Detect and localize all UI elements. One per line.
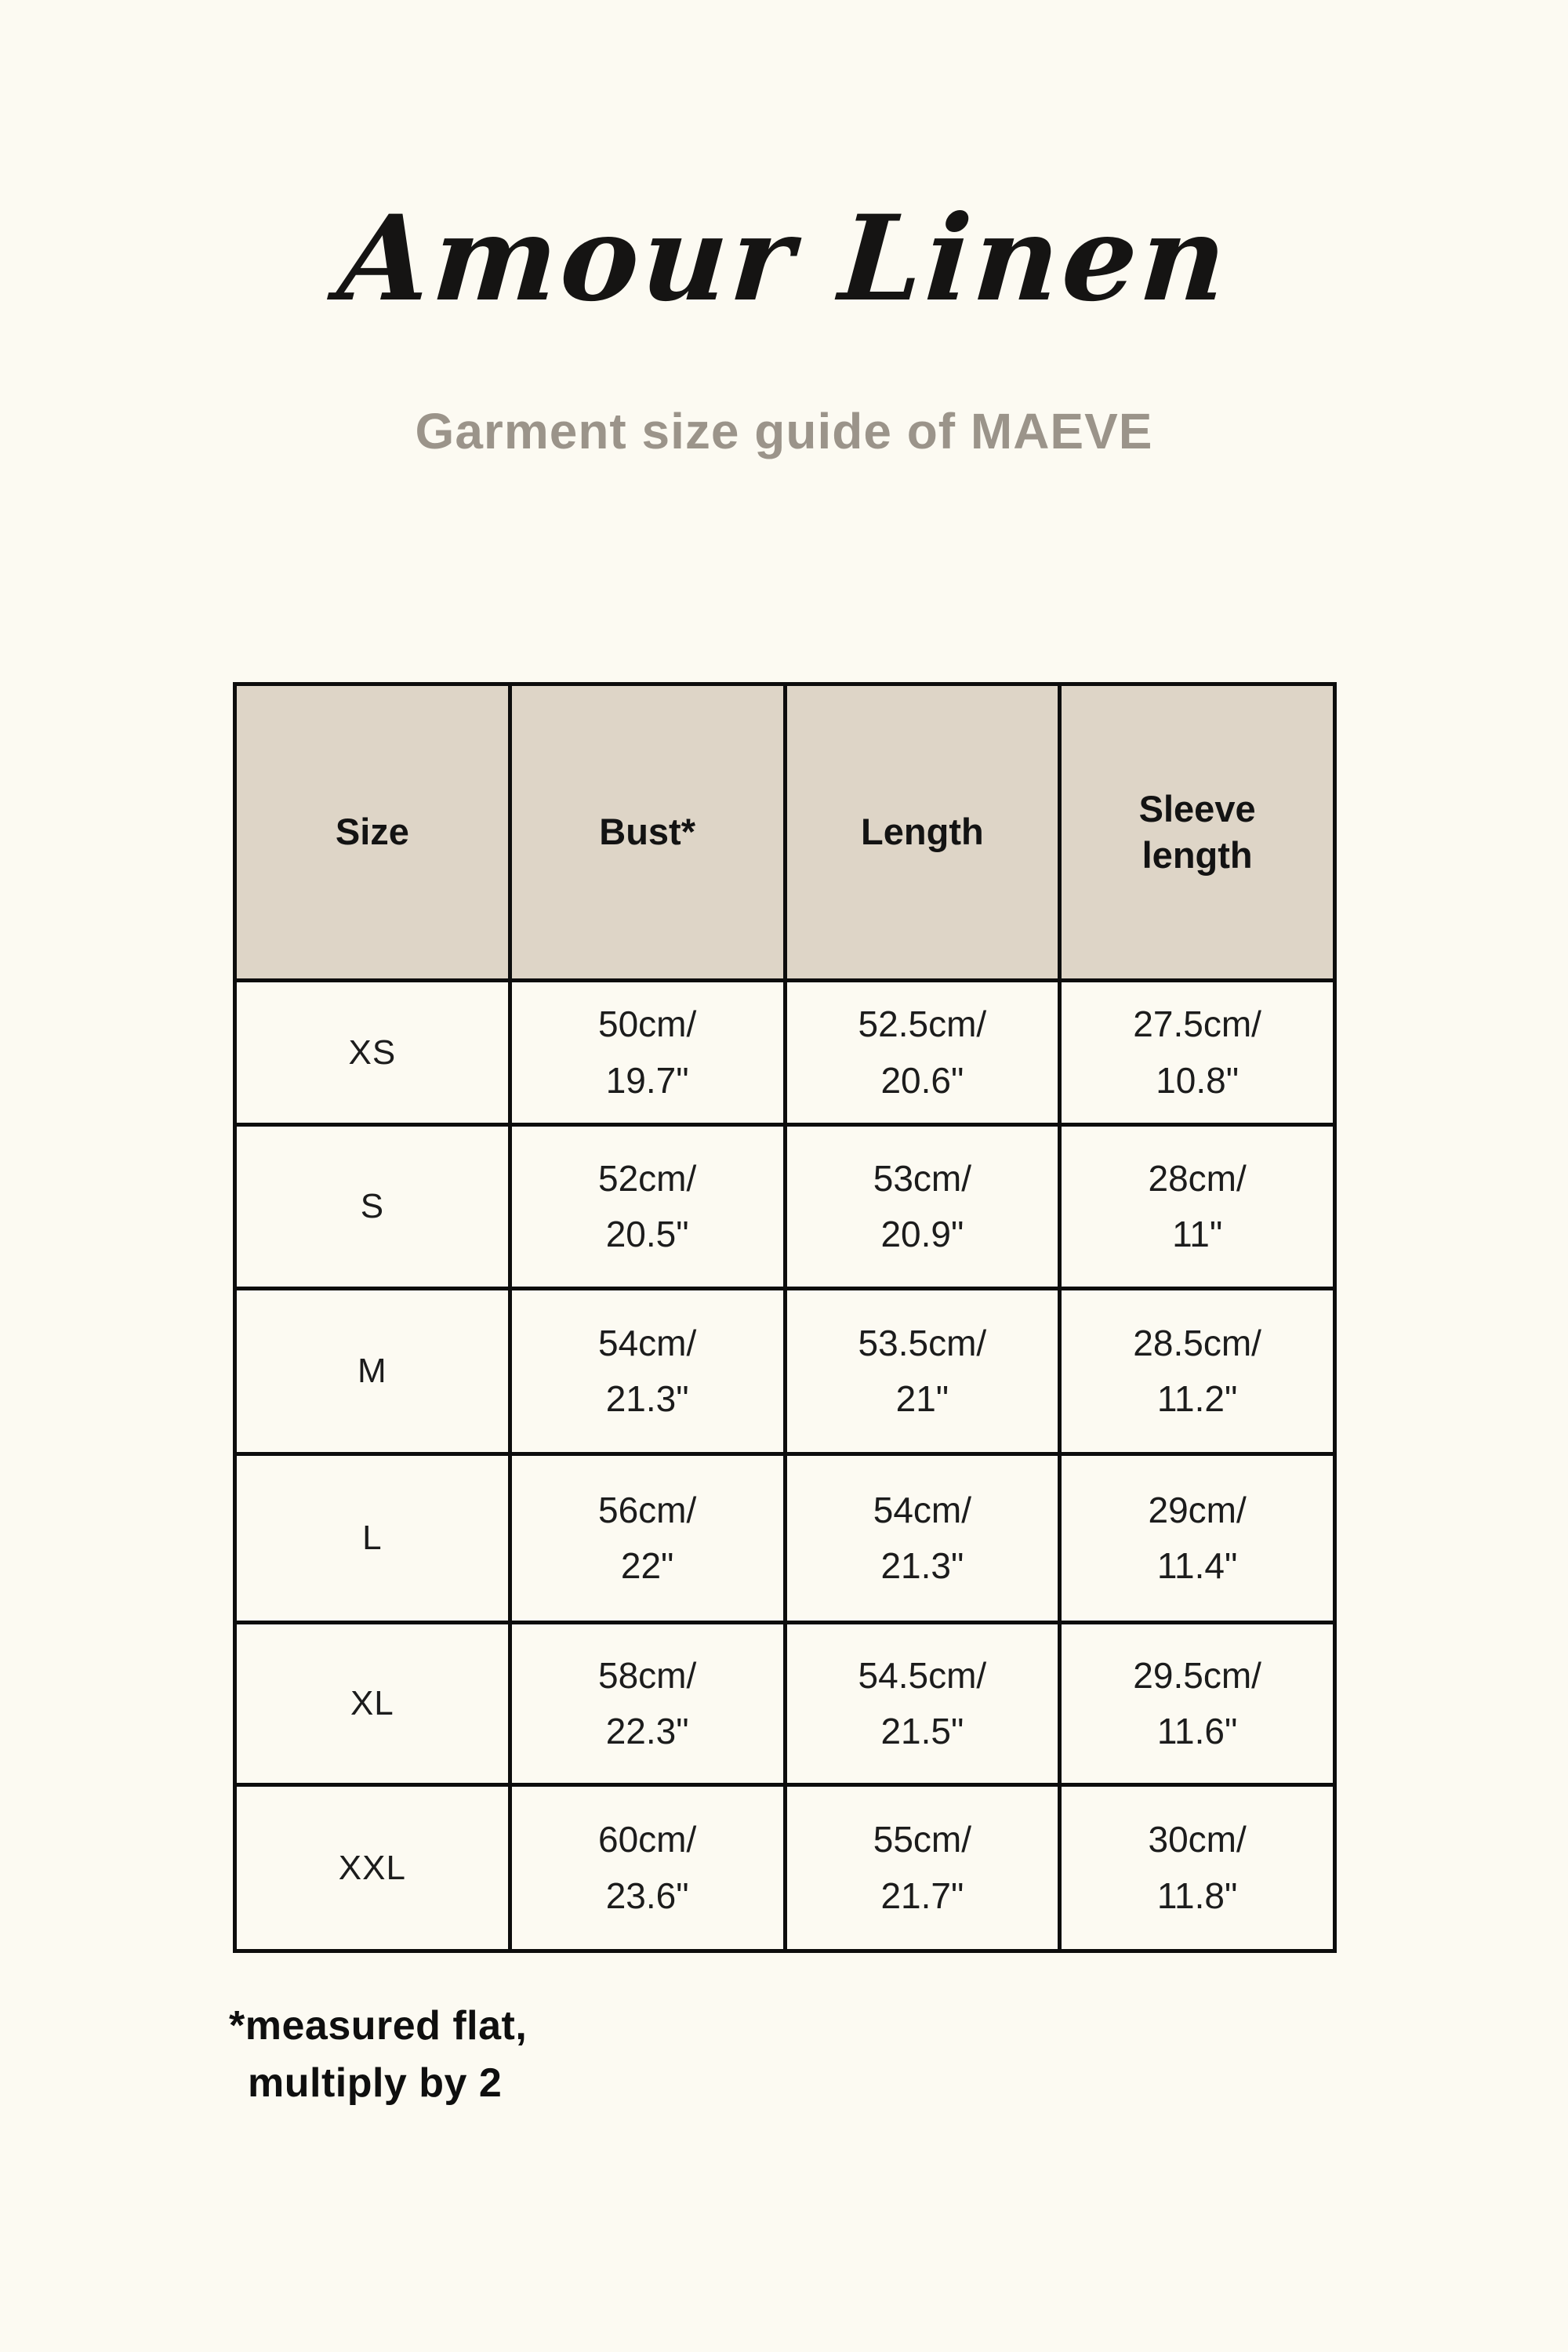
cell-size-xxl: XXL bbox=[235, 1785, 510, 1951]
cell-length-s bbox=[785, 1125, 1060, 1289]
cell-sleeve-xs bbox=[1060, 981, 1335, 1125]
cell-bust-xs bbox=[510, 981, 785, 1125]
cell-bust-m bbox=[510, 1289, 785, 1454]
cell-sleeve-xxl bbox=[1060, 1785, 1335, 1951]
column-header-size-label: Size bbox=[335, 811, 409, 853]
cell-size-s: S bbox=[235, 1125, 510, 1289]
cell-sleeve-xl bbox=[1060, 1623, 1335, 1785]
table-row-xxl bbox=[235, 1785, 1335, 1951]
length-xl-in: 21.5" bbox=[880, 1711, 964, 1751]
length-xxl-cm: 55cm/ bbox=[873, 1819, 971, 1860]
length-l-in: 21.3" bbox=[880, 1545, 964, 1586]
cell-bust-xl bbox=[510, 1623, 785, 1785]
sleeve-s-in: 11" bbox=[1172, 1214, 1223, 1254]
sleeve-xs-in: 10.8" bbox=[1156, 1059, 1240, 1101]
bust-xl-cm: 58cm/ bbox=[597, 1654, 697, 1696]
table-row-s bbox=[235, 1125, 1335, 1289]
bust-xs-in: 19.7" bbox=[605, 1059, 689, 1101]
cell-size-xl: XL bbox=[235, 1623, 510, 1785]
table-row-xs bbox=[235, 981, 1335, 1125]
bust-xxl-in: 23.6" bbox=[605, 1875, 689, 1916]
footnote-line-2: multiply by 2 bbox=[248, 2060, 503, 2106]
sleeve-xxl-cm: 30cm/ bbox=[1148, 1819, 1247, 1860]
cell-size-m: M bbox=[235, 1289, 510, 1454]
length-xl-cm: 54.5cm/ bbox=[858, 1654, 987, 1696]
bust-xl-in: 22.3" bbox=[605, 1711, 689, 1751]
cell-length-xxl bbox=[785, 1785, 1060, 1951]
length-xs-in: 20.6" bbox=[880, 1059, 964, 1101]
bust-s-in: 20.5" bbox=[605, 1214, 689, 1254]
cell-bust-s bbox=[510, 1125, 785, 1289]
bust-m-cm: 54cm/ bbox=[597, 1322, 697, 1363]
size-guide-table bbox=[233, 682, 1337, 1953]
cell-length-xl bbox=[785, 1623, 1060, 1785]
length-m-in: 21" bbox=[895, 1378, 949, 1419]
column-header-length-label: Length bbox=[861, 811, 984, 853]
sleeve-xs-cm: 27.5cm/ bbox=[1133, 1004, 1261, 1045]
length-xs-cm: 52.5cm/ bbox=[858, 1004, 987, 1045]
brand-logo-script: Amour Linen bbox=[334, 190, 1234, 328]
sleeve-l-in: 11.4" bbox=[1156, 1545, 1238, 1586]
length-m-cm: 53.5cm/ bbox=[858, 1322, 987, 1363]
length-s-cm: 53cm/ bbox=[873, 1157, 971, 1199]
cell-sleeve-l bbox=[1060, 1454, 1335, 1623]
sleeve-xxl-in: 11.8" bbox=[1156, 1875, 1238, 1916]
cell-bust-xxl bbox=[510, 1785, 785, 1951]
cell-length-l bbox=[785, 1454, 1060, 1623]
page-title: Garment size guide of MAEVE bbox=[415, 403, 1153, 459]
table-header-row bbox=[235, 684, 1335, 981]
column-header-bust-label: Bust* bbox=[599, 811, 695, 853]
bust-l-in: 22" bbox=[620, 1545, 674, 1586]
bust-m-in: 21.3" bbox=[605, 1378, 689, 1419]
measurement-footnote bbox=[229, 1998, 527, 2112]
cell-bust-l bbox=[510, 1454, 785, 1623]
table-row-xl bbox=[235, 1623, 1335, 1785]
length-l-cm: 54cm/ bbox=[873, 1489, 971, 1530]
sleeve-xl-in: 11.6" bbox=[1156, 1711, 1238, 1751]
footnote-line-1: *measured flat, bbox=[229, 2003, 528, 2049]
table-row-l bbox=[235, 1454, 1335, 1623]
sleeve-m-in: 11.2" bbox=[1156, 1378, 1238, 1419]
column-header-bust bbox=[510, 684, 785, 981]
cell-sleeve-s bbox=[1060, 1125, 1335, 1289]
column-header-size bbox=[235, 684, 510, 981]
cell-length-m bbox=[785, 1289, 1060, 1454]
column-header-length bbox=[785, 684, 1060, 981]
cell-size-xs: XS bbox=[235, 981, 510, 1125]
bust-l-cm: 56cm/ bbox=[597, 1489, 697, 1530]
cell-size-l: L bbox=[235, 1454, 510, 1623]
length-xxl-in: 21.7" bbox=[880, 1875, 964, 1916]
length-s-in: 20.9" bbox=[880, 1214, 964, 1254]
bust-s-cm: 52cm/ bbox=[597, 1157, 697, 1199]
cell-length-xs bbox=[785, 981, 1060, 1125]
cell-sleeve-m bbox=[1060, 1289, 1335, 1454]
sleeve-s-cm: 28cm/ bbox=[1148, 1157, 1247, 1199]
bust-xxl-cm: 60cm/ bbox=[597, 1819, 697, 1860]
sleeve-m-cm: 28.5cm/ bbox=[1133, 1322, 1261, 1363]
column-header-sleeve-length-label: Sleeve length bbox=[1138, 787, 1256, 876]
sleeve-l-cm: 29cm/ bbox=[1148, 1489, 1247, 1530]
sleeve-xl-cm: 29.5cm/ bbox=[1133, 1654, 1261, 1696]
column-header-sleeve-length bbox=[1060, 684, 1335, 981]
table-row-m bbox=[235, 1289, 1335, 1454]
bust-xs-cm: 50cm/ bbox=[597, 1004, 697, 1045]
